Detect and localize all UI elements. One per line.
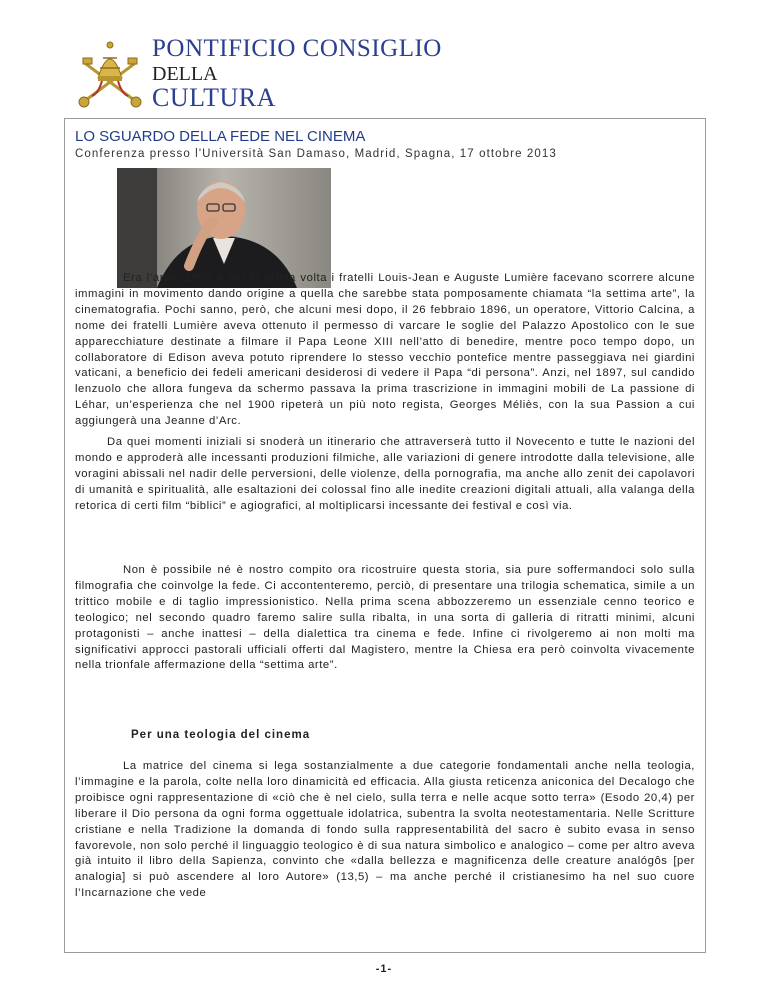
- paragraph-4: [75, 759, 695, 902]
- org-line-1: PONTIFICIO CONSIGLIO: [152, 35, 442, 62]
- paragraph-3: [75, 563, 695, 674]
- article-frame: [64, 118, 706, 953]
- article-subtitle: Conferenza presso l'Università San Damaso, Madrid, Spagna, 17 ottobre 2013: [75, 148, 557, 160]
- paragraph-1: [75, 271, 695, 430]
- org-line-3: CULTURA: [152, 83, 276, 112]
- speaker-photo: [117, 168, 331, 288]
- org-line-2: DELLA: [152, 63, 218, 85]
- paragraph-text: La matrice del cinema si lega sostanzialmente a due categorie fondamentali anche nella teologia, l’immagine e la parola, colte nella loro dinamicità ed efficacia. Alla giusta reticenza aniconica del Decalogo che proibisce ogni rappresentazione di «ciò che è nel cielo, sulla terra e nelle acque sotto terra» (Esodo 20,4) per liberare il Dio persona da ogni forma oggettuale idolatrica, subentra la svolta neotestamentaria. Nelle Scritture cristiane e nella Tradizione la domanda di fondo sulla rappresentabilità del sacro è subito evasa in senso favorevole, non solo perché il linguaggio teologico è di sua natura simbolico e analogico – come per altro aveva già intuito il libro della Sapienza, convinto che «dalla bellezza e magnificenza delle creature analógôs [per analogia] si può ascendere al loro Autore» (13,5) – ma anche perché il cristianesimo ha nel suo cuore l’Incarnazione che vede: [75, 760, 695, 900]
- organization-name: [152, 36, 442, 111]
- section-heading: Per una teologia del cinema: [131, 729, 311, 741]
- article-title: LO SGUARDO DELLA FEDE NEL CINEMA: [75, 128, 366, 145]
- header: [72, 30, 572, 110]
- paragraph-text: Era l’anno 1895 e per la prima volta i fratelli Louis-Jean e Auguste Lumière facevano scorrere alcune immagini in movimento dando origine a quella che sarebbe stata pomposamente chiamata “la settima arte”, la cinematografia. Pochi sanno, però, che alcuni mesi dopo, il 26 febbraio 1896, un operatore, Vittorio Calcina, a nome dei fratelli Lumière aveva ottenuto il permesso di varcare le soglie del Palazzo Apostolico con le sue apparecchiature destinate a filmare il Papa Leone XIII nell’atto di benedire, mentre poco tempo dopo, un collaboratore di Edison aveva potuto riprendere lo stesso vecchio pontefice mentre passeggiava nei giardini vaticani, a beneficio dei fedeli americani desiderosi di vedere il Papa “di persona”. Anzi, nel 1897, sul candido lenzuolo che allora fungeva da schermo passava la prima trascrizione in immagini mobili de La passione di Léhar, un’esperienza che nel 1900 ripeterà un più noto regista, Georges Méliès, con la sua Passion a cui aggiungerà una Jeanne d’Arc.: [75, 272, 695, 428]
- papal-keys-tiara-emblem-icon: [72, 38, 148, 110]
- paragraph-2: [75, 435, 695, 515]
- page-number: -1-: [375, 963, 393, 975]
- portrait-image: [117, 168, 331, 288]
- paragraph-text: Non è possibile né è nostro compito ora ricostruire questa storia, sia pure soffermandoci solo sulla filmografia che coinvolge la fede. Ci accontenteremo, perciò, di presentare una trilogia schematica, simile a un trittico mobile e di taglio impressionistico. Nella prima scena abbozzeremo un essenziale cenno teorico e teologico; nel secondo quadro faremo salire sulla ribalta, in una sorta di galleria di ritratti minimi, alcuni protagonisti – anche inattesi – della dialettica tra cinema e fede. Infine ci rivolgeremo ai non molti ma significativi approcci pastorali ufficiali offerti dal Magistero, mentre la Chiesa era però coinvolta vivacemente nella trionfale affermazione della “settima arte”.: [75, 564, 695, 672]
- paragraph-text: Da quei momenti iniziali si snoderà un itinerario che attraverserà tutto il Novecento e tutte le nazioni del mondo e approderà alle incessanti produzioni filmiche, alle variazioni di genere introdotte dalla televisione, alle voragini abissali nel nadir delle perversioni, delle violenze, della pornografia, ma anche allo zenit dei capolavori di umanità e spiritualità, alle esaltazioni dei colossal fino alle inedite creazioni digitali attuali, alla valanga della retorica di certi film “biblici” e agiografici, al moltiplicarsi incessante dei festival e così via.: [75, 436, 695, 512]
